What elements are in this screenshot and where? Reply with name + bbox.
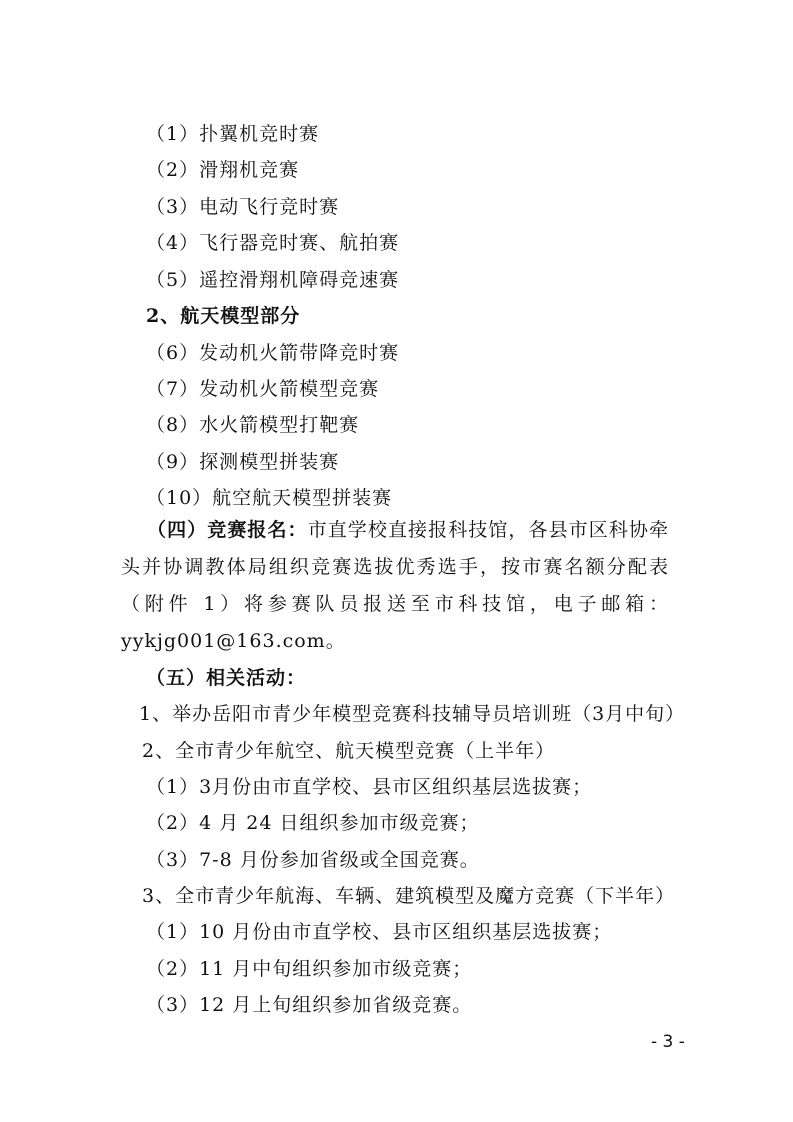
space-item: （10）航空航天模型拼装赛 [146,487,393,509]
activity-item: 3、全市青少年航海、车辆、建筑模型及魔方竞赛（下半年） [142,885,676,907]
space-item: （9）探测模型拼装赛 [146,451,340,473]
activities-heading: （五）相关活动： [146,667,307,689]
activity-item: 1、举办岳阳市青少年模型竞赛科技辅导员培训班（3月中旬） [139,703,686,725]
activity-sub-item: （3）12 月上旬组织参加省级竞赛。 [146,994,473,1016]
activity-item: 2、全市青少年航空、航天模型竞赛（上半年） [142,740,556,762]
aviation-item: （3）电动飞行竞时赛 [146,196,340,218]
aviation-item: （4）飞行器竞时赛、航拍赛 [146,232,400,254]
space-item: （6）发动机火箭带降竞时赛 [146,342,400,364]
registration-paragraph [121,512,669,660]
page-number: - 3 - [651,1032,685,1052]
space-item: （7）发动机火箭模型竞赛 [146,378,380,400]
activity-sub-item: （2）11 月中旬组织参加市级竞赛； [146,958,473,980]
activity-sub-item: （1）3月份由市直学校、县市区组织基层选拔赛； [146,776,593,798]
space-item: （8）水火箭模型打靶赛 [146,414,360,436]
aviation-item: （1）扑翼机竞时赛 [146,123,320,145]
activity-sub-item: （1）10 月份由市直学校、县市区组织基层选拔赛； [146,921,613,943]
registration-heading: （四）竞赛报名： [147,519,308,541]
activity-sub-item: （2）4 月 24 日组织参加市级竞赛； [146,812,480,834]
registration-body: 市直学校直接报科技馆，各县市区科协牵头并协调教体局组织竞赛选拔优秀选手，按市赛名额分配表（附件 1）将参赛队员报送至市科技馆，电子邮箱：yykjg001@163.com。 [121,519,669,652]
activity-sub-item: （3）7-8 月份参加省级或全国竞赛。 [146,849,480,871]
aviation-item: （2）滑翔机竞赛 [146,159,300,181]
section-heading-space: 2、航天模型部分 [146,305,301,327]
aviation-item: （5）遥控滑翔机障碍竞速赛 [146,269,400,291]
